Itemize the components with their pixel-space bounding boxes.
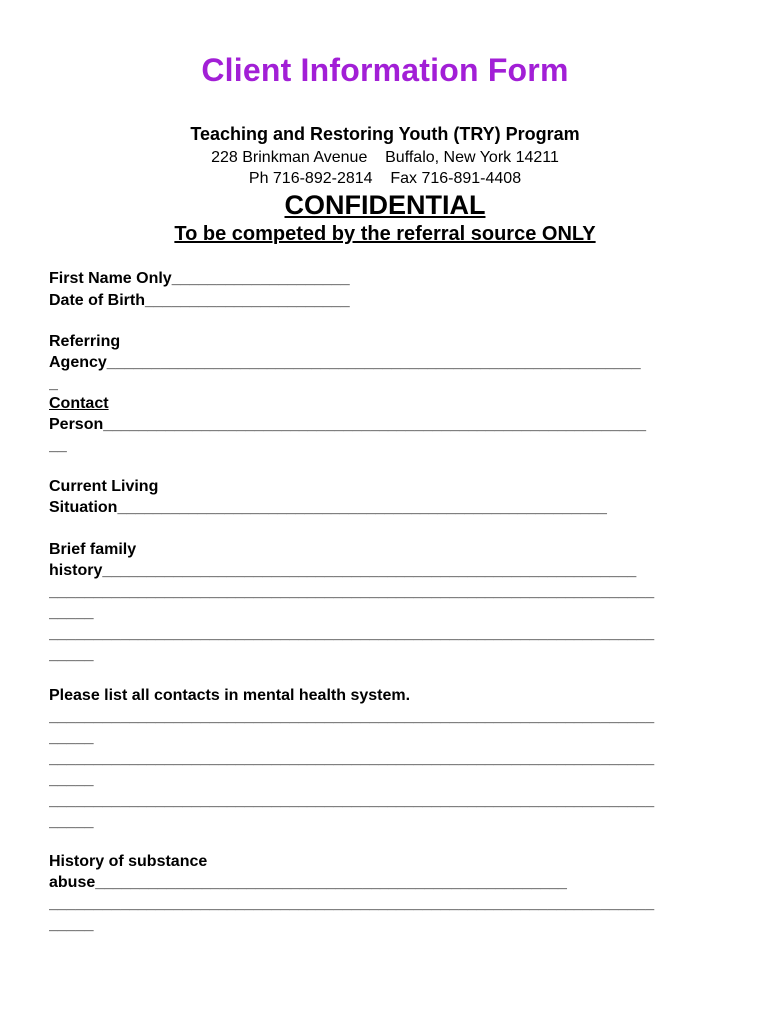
program-name: Teaching and Restoring Youth (TRY) Program <box>190 124 580 144</box>
mental-health-line[interactable]: ____________________________________________________________________ <box>49 750 655 767</box>
mental-health-line[interactable]: _____ <box>49 813 94 830</box>
mental-health-label: Please list all contacts in mental health system. <box>49 687 411 704</box>
contact-person-label: Contact <box>49 395 109 412</box>
form-title: Client Information Form <box>201 52 569 88</box>
referring-agency-field[interactable]: Agency____________________________________________________________ <box>49 354 641 371</box>
contact-person-field-cont[interactable]: __ <box>49 437 67 454</box>
referring-agency-label: Referring <box>49 333 121 350</box>
family-history-field[interactable]: history____________________________________________________________ <box>49 562 637 579</box>
family-history-line[interactable]: _____ <box>49 646 94 663</box>
family-history-label: Brief family <box>49 541 137 558</box>
living-situation-field[interactable]: Situation_______________________________________________________ <box>49 499 607 516</box>
referring-agency-field-cont[interactable]: _ <box>49 375 58 392</box>
address-line: 228 Brinkman Avenue Buffalo, New York 14211 <box>211 149 559 166</box>
referral-note: To be competed by the referral source ONLY <box>174 223 596 245</box>
first-name-field[interactable]: First Name Only____________________ <box>49 270 350 287</box>
family-history-line[interactable]: ____________________________________________________________________ <box>49 625 655 642</box>
substance-abuse-line[interactable]: _____ <box>49 916 94 933</box>
living-situation-label: Current Living <box>49 478 159 495</box>
substance-abuse-label: History of substance <box>49 853 208 870</box>
mental-health-line[interactable]: _____ <box>49 729 94 746</box>
mental-health-line[interactable]: _____ <box>49 771 94 788</box>
family-history-line[interactable]: _____ <box>49 604 94 621</box>
substance-abuse-field[interactable]: abuse_____________________________________________________ <box>49 874 567 891</box>
mental-health-line[interactable]: ____________________________________________________________________ <box>49 792 655 809</box>
dob-field[interactable]: Date of Birth_______________________ <box>49 292 350 309</box>
substance-abuse-line[interactable]: ____________________________________________________________________ <box>49 895 655 912</box>
confidential-heading: CONFIDENTIAL <box>284 190 486 220</box>
phone-fax-line: Ph 716-892-2814 Fax 716-891-4408 <box>248 170 522 187</box>
contact-person-field[interactable]: Person_____________________________________________________________ <box>49 416 647 433</box>
mental-health-line[interactable]: ____________________________________________________________________ <box>49 708 655 725</box>
family-history-line[interactable]: ____________________________________________________________________ <box>49 583 655 600</box>
